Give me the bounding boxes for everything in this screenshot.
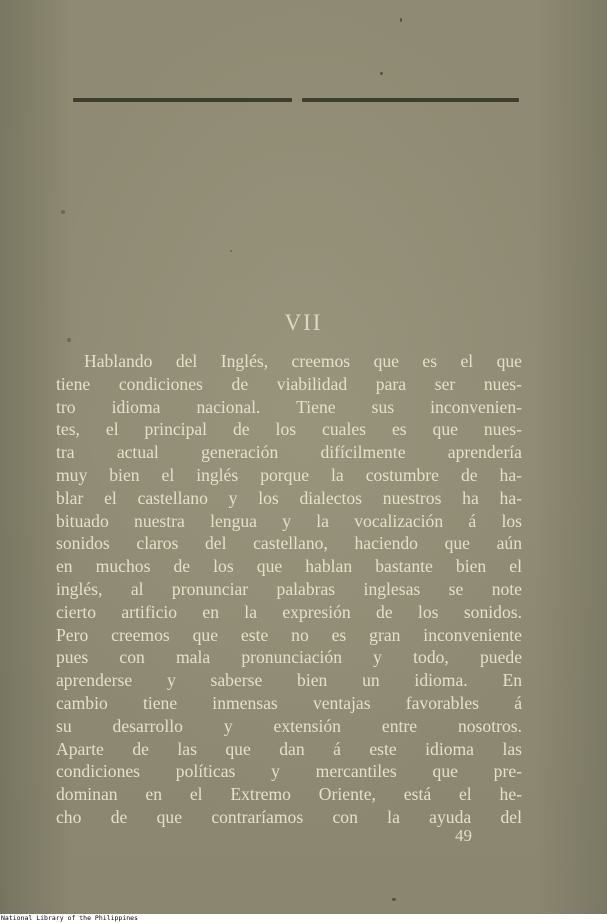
text-line: Pero creemos que este no es gran inconveniente bbox=[56, 624, 522, 645]
text-line: tiene condiciones de viabilidad para ser nues- bbox=[56, 373, 522, 394]
speck-mark bbox=[61, 210, 65, 214]
speck-mark bbox=[392, 898, 396, 901]
text-line: Aparte de las que dan á este idioma las bbox=[56, 738, 522, 759]
text-line: dominan en el Extremo Oriente, está el he- bbox=[56, 784, 522, 805]
text-line: sonidos claros del castellano, haciendo que aún bbox=[56, 533, 522, 554]
text-line: inglés, al pronunciar palabras inglesas se note bbox=[56, 578, 522, 599]
text-line: blar el castellano y los dialectos nuestros ha ha- bbox=[56, 487, 522, 508]
text-line: tro idioma nacional. Tiene sus inconvenien- bbox=[56, 396, 522, 417]
chapter-heading: VII bbox=[284, 310, 323, 335]
text-line: condiciones políticas y mercantiles que pre- bbox=[56, 761, 522, 782]
text-line: en muchos de los que hablan bastante bien el bbox=[56, 556, 522, 577]
text-line: muy bien el inglés porque la costumbre de ha- bbox=[56, 464, 522, 485]
speck-mark bbox=[67, 338, 71, 342]
text-line: cho de que contraríamos con la ayuda del bbox=[56, 806, 522, 827]
speck-mark bbox=[400, 18, 402, 22]
text-line: tra actual generación difícilmente aprendería bbox=[56, 442, 522, 463]
speck-mark bbox=[380, 72, 383, 75]
text-line: cierto artificio en la expresión de los sonidos. bbox=[56, 601, 522, 622]
page-number: 49 bbox=[455, 826, 472, 845]
speck-mark bbox=[230, 250, 232, 252]
text-line: Hablando del Inglés, creemos que es el que bbox=[84, 351, 522, 371]
paragraph-body bbox=[56, 350, 522, 829]
text-line: aprenderse y saberse bien un idioma. En bbox=[56, 670, 522, 691]
decorative-rule-right bbox=[302, 98, 519, 102]
text-line: pues con mala pronunciación y todo, puede bbox=[56, 647, 522, 668]
text-line: su desarrollo y extensión entre nosotros. bbox=[56, 715, 522, 736]
text-line: bituado nuestra lengua y la vocalización á los bbox=[56, 510, 522, 531]
decorative-rule-left bbox=[73, 98, 292, 102]
text-line: cambio tiene inmensas ventajas favorables á bbox=[56, 692, 522, 713]
footer-credit: National Library of the Philippines bbox=[0, 914, 607, 923]
text-line: tes, el principal de los cuales es que nues- bbox=[56, 419, 522, 440]
